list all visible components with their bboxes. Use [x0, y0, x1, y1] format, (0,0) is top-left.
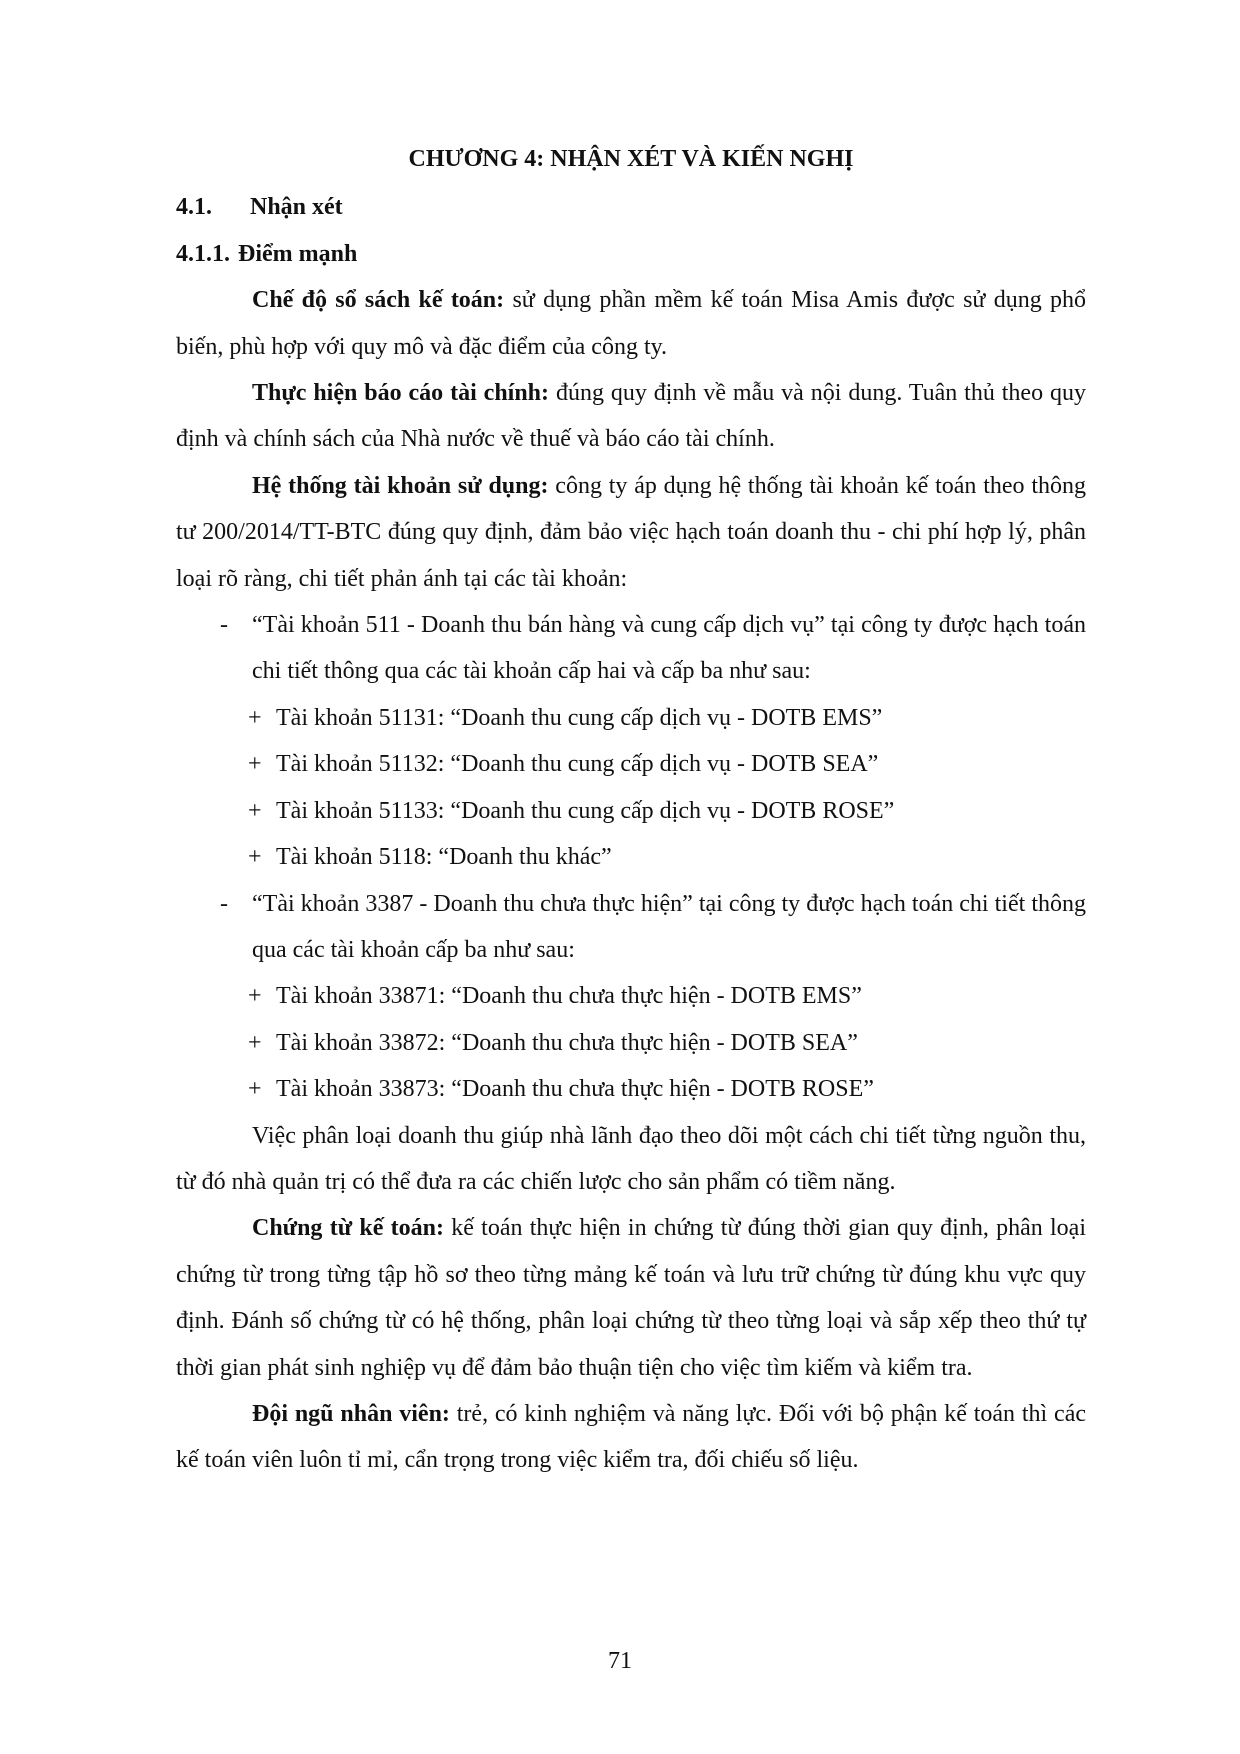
sub-list-item-text: Tài khoản 51131: “Doanh thu cung cấp dịch vụ - DOTB EMS” — [276, 704, 883, 731]
chapter-title: CHƯƠNG 4: NHẬN XÉT VÀ KIẾN NGHỊ — [408, 146, 854, 172]
sub-list-item-text: Tài khoản 33871: “Doanh thu chưa thực hiện - DOTB EMS” — [276, 983, 862, 1010]
sub-list-item — [176, 695, 1086, 741]
sub-list-item — [176, 788, 1086, 834]
list-item-account-3387 — [176, 881, 1086, 974]
section-title: Nhận xét — [250, 194, 343, 221]
section-number: 4.1. — [176, 194, 212, 221]
plus-marker: + — [248, 983, 262, 1010]
list-item-text: “Tài khoản 3387 - Doanh thu chưa thực hiện” tại công ty được hạch toán chi tiết thông qua các tài khoản cấp ba như sau: — [252, 890, 1086, 963]
list-item-account-511 — [176, 602, 1086, 695]
sub-list-item-text: Tài khoản 51133: “Doanh thu cung cấp dịch vụ - DOTB ROSE” — [276, 797, 895, 824]
paragraph-revenue-classification — [176, 1113, 1086, 1206]
sub-list-item — [176, 1066, 1086, 1112]
page-content — [176, 136, 1086, 1484]
dash-marker: - — [220, 890, 228, 917]
sub-list-item — [176, 741, 1086, 787]
paragraph-text: trẻ, có kinh nghiệm và năng lực. Đối với bộ phận kế toán thì các kế toán viên luôn tỉ mỉ, cẩn trọng trong việc kiểm tra, đối chiếu số liệu. — [176, 1400, 1087, 1474]
paragraph-accounting-documents — [176, 1205, 1086, 1391]
paragraph-label: Đội ngũ nhân viên: — [252, 1400, 450, 1427]
paragraph-label: Chế độ sổ sách kế toán: — [252, 287, 505, 314]
sub-list-item-text: Tài khoản 5118: “Doanh thu khác” — [276, 844, 612, 871]
paragraph-bookkeeping — [176, 277, 1086, 370]
paragraph-text: Việc phân loại doanh thu giúp nhà lãnh đạo theo dõi một cách chi tiết từng nguồn thu, từ đó nhà quản trị có thể đưa ra các chiến lược cho sản phẩm có tiềm năng. — [176, 1122, 1086, 1195]
subsection-heading — [176, 231, 1086, 277]
section-heading — [176, 184, 1086, 230]
sub-list-item — [176, 973, 1086, 1019]
paragraph-text: kế toán thực hiện in chứng từ đúng thời gian quy định, phân loại chứng từ trong từng tập hồ sơ theo từng mảng kế toán và lưu trữ chứng từ đúng khu vực quy định. Đánh số chứng từ có hệ thống, phân loại chứng từ theo từng loại và sắp xếp theo thứ tự thời gian phát sinh nghiệp vụ để đảm bảo thuận tiện cho việc tìm kiếm và kiểm tra. — [176, 1215, 1087, 1381]
page-number: 71 — [608, 1648, 632, 1674]
paragraph-label: Hệ thống tài khoản sử dụng: — [252, 472, 549, 499]
plus-marker: + — [248, 797, 262, 824]
plus-marker: + — [248, 1029, 262, 1056]
subsection-title: Điểm mạnh — [238, 240, 358, 267]
paragraph-financial-report — [176, 370, 1086, 463]
sub-list-item — [176, 834, 1086, 880]
paragraph-label: Thực hiện báo cáo tài chính: — [252, 380, 550, 407]
paragraph-account-system — [176, 463, 1086, 602]
plus-marker: + — [248, 844, 262, 871]
sub-list-item-text: Tài khoản 51132: “Doanh thu cung cấp dịch vụ - DOTB SEA” — [276, 751, 879, 778]
dash-marker: - — [220, 612, 228, 639]
list-item-text: “Tài khoản 511 - Doanh thu bán hàng và cung cấp dịch vụ” tại công ty được hạch toán chi tiết thông qua các tài khoản cấp hai và cấp ba như sau: — [252, 612, 1086, 685]
paragraph-label: Chứng từ kế toán: — [252, 1215, 444, 1242]
subsection-number: 4.1.1. — [176, 240, 230, 267]
sub-list-item-text: Tài khoản 33873: “Doanh thu chưa thực hiện - DOTB ROSE” — [276, 1076, 874, 1103]
paragraph-text: sử dụng phần mềm kế toán Misa Amis được sử dụng phổ biến, phù hợp với quy mô và đặc điểm của công ty. — [176, 287, 1086, 360]
plus-marker: + — [248, 751, 262, 778]
paragraph-text: đúng quy định về mẫu và nội dung. Tuân thủ theo quy định và chính sách của Nhà nước về thuế và báo cáo tài chính. — [176, 380, 1087, 453]
paragraph-text: công ty áp dụng hệ thống tài khoản kế toán theo thông tư 200/2014/TT-BTC đúng quy định, đảm bảo việc hạch toán doanh thu - chi phí hợp lý, phân loại rõ ràng, chi tiết phản ánh tại các tài khoản: — [176, 472, 1086, 592]
plus-marker: + — [248, 1076, 262, 1103]
plus-marker: + — [248, 704, 262, 731]
sub-list-item — [176, 1020, 1086, 1066]
sub-list-item-text: Tài khoản 33872: “Doanh thu chưa thực hiện - DOTB SEA” — [276, 1029, 858, 1056]
paragraph-staff — [176, 1391, 1086, 1484]
